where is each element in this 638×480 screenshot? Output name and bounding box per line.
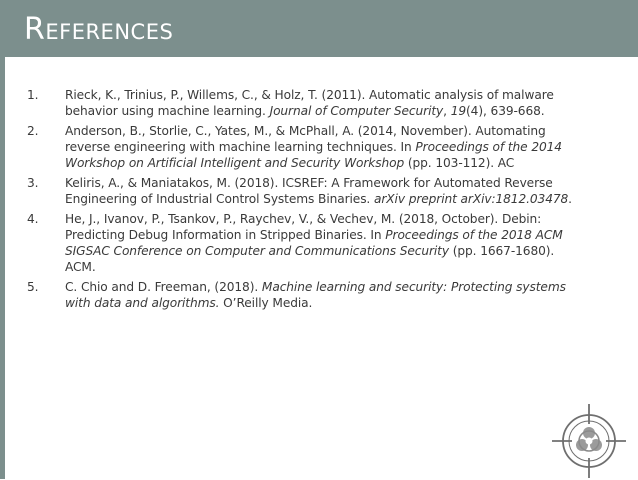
biohazard-crosshair-icon <box>550 402 628 480</box>
slide-title: References <box>24 12 174 47</box>
reference-text: Rieck, K., Trinius, P., Willems, C., & Holz, T. (2011). Automatic analysis of malware behavior using machine learning. <box>65 88 554 118</box>
reference-text: C. Chio and D. Freeman, (2018). <box>65 280 262 294</box>
reference-italic-text: Proceedings of the 2014 Workshop on Artificial Intelligent and Security Workshop <box>65 140 562 170</box>
reference-text: . <box>568 192 572 206</box>
reference-number: 3. <box>27 176 39 190</box>
reference-text: (pp. 103-112). AC <box>404 156 515 170</box>
reference-item <box>0 123 638 171</box>
reference-text: He, J., Ivanov, P., Tsankov, P., Raychev, V., & Vechev, M. (2018, October). Debin: Predicting Debug Information in Stripped Binaries. In <box>65 212 542 242</box>
reference-text: (4), 639-668. <box>466 104 545 118</box>
reference-italic-text: Machine learning and security: Protecting systems with data and algorithms. <box>65 280 566 310</box>
reference-italic-text: arXiv preprint arXiv:1812.03478 <box>374 192 569 206</box>
reference-item <box>0 87 638 119</box>
reference-italic-text: Journal of Computer Security <box>269 104 444 118</box>
reference-list <box>0 87 638 315</box>
reference-item <box>0 175 638 207</box>
reference-number: 1. <box>27 88 39 102</box>
reference-text: Keliris, A., & Maniatakos, M. (2018). ICSREF: A Framework for Automated Reverse Engineering of Industrial Control Systems Binaries. <box>65 176 553 206</box>
reference-number: 4. <box>27 212 39 226</box>
reference-text: O’Reilly Media. <box>219 296 313 310</box>
reference-item <box>0 211 638 275</box>
reference-text: (pp. 1667-1680). ACM. <box>65 244 555 274</box>
reference-number: 2. <box>27 124 39 138</box>
reference-italic-text: Proceedings of the 2018 ACM SIGSAC Conference on Computer and Communications Security <box>65 228 563 258</box>
reference-item <box>0 279 638 311</box>
reference-text: , <box>443 104 451 118</box>
reference-italic-text: 19 <box>450 104 467 118</box>
reference-text: Anderson, B., Storlie, C., Yates, M., & McPhall, A. (2014, November). Automating reverse engineering with machine learning techniques. In <box>65 124 546 154</box>
reference-number: 5. <box>27 280 39 294</box>
title-bar <box>0 0 638 57</box>
